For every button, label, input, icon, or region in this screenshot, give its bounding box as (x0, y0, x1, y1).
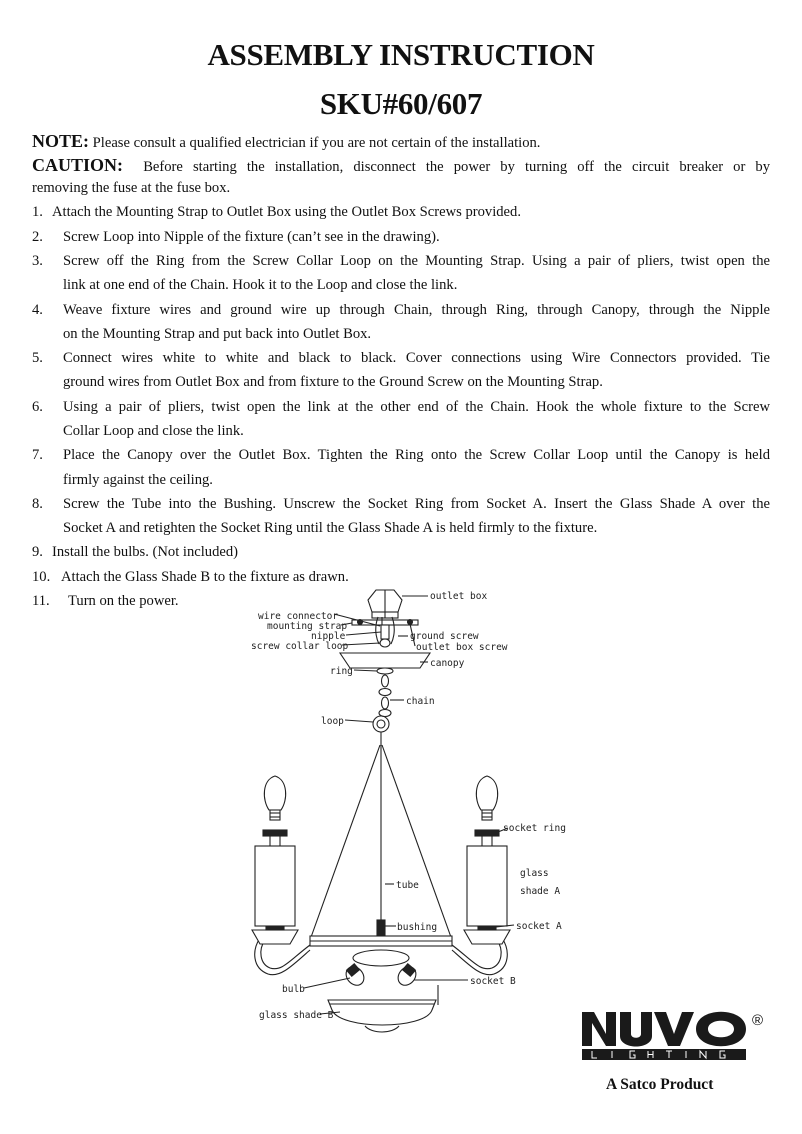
registered-mark: ® (752, 1012, 764, 1029)
label-glass: glass (520, 868, 549, 879)
step-text: Using a pair of pliers, twist open the link at the other end of the Chain. Hook the whole fixture to the Screw (63, 399, 770, 415)
step-text: Screw Loop into Nipple of the fixture (can’t see in the drawing). (63, 229, 440, 245)
label-shade-a: shade A (520, 886, 561, 897)
step-number: 3. (32, 253, 43, 269)
step-text: Install the bulbs. (Not included) (52, 544, 239, 560)
label-bulb: bulb (282, 984, 305, 995)
label-wire-connector: wire connector (258, 611, 339, 622)
label-chain: chain (406, 696, 435, 707)
step-text: Place the Canopy over the Outlet Box. Tighten the Ring onto the Screw Collar Loop until the Canopy is held (63, 447, 770, 463)
step-number: 10. (32, 569, 51, 585)
label-bushing: bushing (397, 922, 438, 933)
label-loop: loop (321, 716, 344, 727)
document-title: ASSEMBLY INSTRUCTION (207, 37, 595, 72)
label-outlet-box-screw: outlet box screw (416, 642, 508, 653)
step-text: ground wires from Outlet Box and from fixture to the Ground Screw on the Mounting Strap. (63, 374, 603, 390)
step-text: Socket A and retighten the Socket Ring until the Glass Shade A is held firmly to the fixture. (63, 520, 598, 536)
note-label: NOTE: (32, 131, 90, 151)
bulb-right (476, 776, 497, 820)
label-outlet-box: outlet box (430, 591, 488, 602)
sku-number: SKU#60/607 (319, 86, 483, 121)
caution-label: CAUTION: (32, 155, 124, 175)
step-number: 9. (32, 544, 43, 560)
label-socket-a: socket A (516, 921, 562, 932)
step-number: 8. (32, 496, 43, 512)
step-number: 1. (32, 204, 43, 220)
label-screw-collar-loop: screw collar loop (251, 641, 349, 652)
note-text: Please consult a qualified electrician if you are not certain of the installation. (92, 135, 541, 151)
step-number: 5. (32, 350, 43, 366)
caution-text-1: Before starting the installation, disconnect the power by turning off the circuit breaker or by (143, 159, 770, 175)
step-number: 6. (32, 399, 43, 415)
step-text: Weave fixture wires and ground wire up through Chain, through Ring, through Canopy, through the Nipple (63, 302, 770, 318)
socket-b-drawing (353, 950, 409, 966)
label-socket-b: socket B (470, 976, 516, 987)
glass-shade-a-left (255, 846, 295, 926)
step-text: Collar Loop and close the link. (63, 423, 244, 439)
label-glass-shade-b: glass shade B (259, 1010, 334, 1021)
loop-drawing (373, 716, 389, 732)
step-text: Attach the Glass Shade B to the fixture as drawn. (61, 569, 349, 585)
label-mounting-strap: mounting strap (267, 621, 348, 632)
step-text: Screw the Tube into the Bushing. Unscrew the Socket Ring from Socket A. Insert the Glass Shade A over the (63, 496, 770, 512)
step-text: Attach the Mounting Strap to Outlet Box using the Outlet Box Screws provided. (52, 204, 521, 220)
step-text: Connect wires white to white and black to black. Cover connections using Wire Connectors provided. Tie (63, 350, 770, 366)
nipple-drawing (381, 625, 389, 639)
label-ground-screw: ground screw (410, 631, 479, 642)
label-ring: ring (330, 666, 353, 677)
step-text: firmly against the ceiling. (63, 472, 213, 488)
bulb-left (264, 776, 285, 820)
step-number: 11. (32, 593, 50, 609)
outlet-box-drawing (368, 590, 402, 618)
caution-line-2: removing the fuse at the fuse box. (32, 180, 231, 196)
glass-shade-a-right (467, 846, 507, 926)
step-text: Turn on the power. (68, 593, 179, 609)
label-tube: tube (396, 880, 419, 891)
label-socket-ring: socket ring (503, 823, 566, 834)
label-nipple: nipple (311, 631, 346, 642)
step-number: 2. (32, 229, 43, 245)
step-number: 4. (32, 302, 43, 318)
step-text: Screw off the Ring from the Screw Collar Loop on the Mounting Strap. Using a pair of pliers, twist open the (63, 253, 770, 269)
satco-tagline: A Satco Product (606, 1076, 714, 1093)
step-text: link at one end of the Chain. Hook it to the Loop and close the link. (63, 277, 458, 293)
chain-drawing (379, 675, 391, 717)
step-text: on the Mounting Strap and put back into Outlet Box. (63, 326, 372, 342)
step-number: 7. (32, 447, 43, 463)
bushing-drawing (377, 920, 385, 936)
label-canopy: canopy (430, 658, 465, 669)
nuvo-logo (580, 1010, 750, 1062)
canopy-drawing (340, 653, 430, 668)
